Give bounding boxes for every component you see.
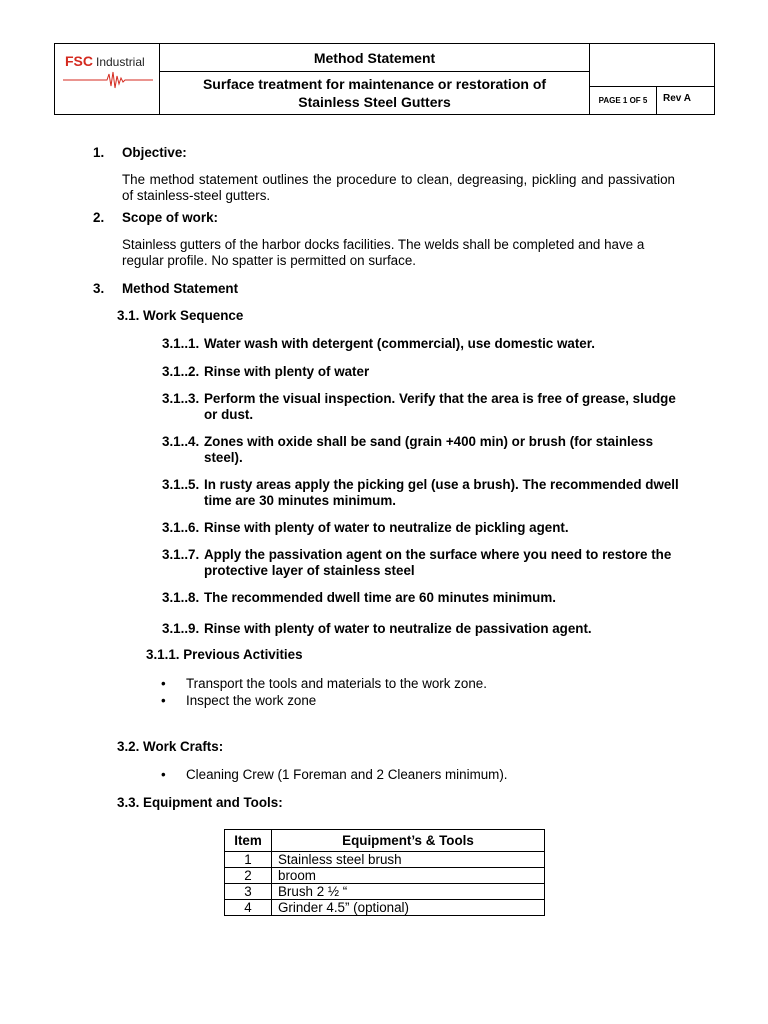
step-text: Zones with oxide shall be sand (grain +400 min) or brush (for stainless steel). xyxy=(204,434,654,465)
step-number: 3.1..8. xyxy=(162,590,200,605)
bullet-icon: • xyxy=(161,767,166,782)
objective-text: The method statement outlines the procedure to clean, degreasing, pickling and passivation of stainless-steel gutters. xyxy=(122,172,675,203)
table-cell-tool: broom xyxy=(272,868,545,884)
logo-cell xyxy=(55,44,160,114)
section-number: 2. xyxy=(93,210,105,225)
step-number: 3.1..1. xyxy=(162,336,200,351)
step-text: Rinse with plenty of water to neutralize de passivation agent. xyxy=(204,621,592,636)
section-title-scope: Scope of work: xyxy=(122,210,218,225)
section-number: 1. xyxy=(93,145,105,160)
table-cell-item: 2 xyxy=(225,868,272,884)
table-cell-tool: Brush 2 ½ “ xyxy=(272,884,545,900)
section-number: 3. xyxy=(93,281,105,296)
table-cell-item: 1 xyxy=(225,852,272,868)
bullet-icon: • xyxy=(161,693,166,708)
revision: Rev A xyxy=(663,93,691,104)
doc-type: Method Statement xyxy=(160,44,590,72)
doc-title xyxy=(160,72,590,114)
document-header xyxy=(54,43,715,115)
step-number: 3.1..3. xyxy=(162,391,200,406)
step-text: In rusty areas apply the picking gel (use a brush). The recommended dwell time are 30 minutes minimum. xyxy=(204,477,679,508)
step-text: Rinse with plenty of water xyxy=(204,364,370,379)
table-header-row xyxy=(225,830,545,852)
company-logo xyxy=(65,53,145,69)
column-header-item: Item xyxy=(225,830,272,852)
table-row xyxy=(225,852,545,868)
doc-title-line1: Surface treatment for maintenance or restoration of xyxy=(202,76,547,92)
step-text: The recommended dwell time are 60 minutes minimum. xyxy=(204,590,556,605)
logo-brand: FSC xyxy=(65,53,93,69)
table-row xyxy=(225,868,545,884)
table-cell-tool: Stainless steel brush xyxy=(272,852,545,868)
step-number: 3.1..2. xyxy=(162,364,200,379)
blank-cell xyxy=(590,44,714,87)
scope-text: Stainless gutters of the harbor docks facilities. The welds shall be completed and have a regular profile. No spatter is permitted on surface. xyxy=(122,237,645,268)
step-text: Water wash with detergent (commercial), use domestic water. xyxy=(204,336,595,351)
logo-wave-graphic xyxy=(63,70,153,90)
logo-suffix: Industrial xyxy=(96,55,145,69)
step-number: 3.1..5. xyxy=(162,477,200,492)
list-item: Cleaning Crew (1 Foreman and 2 Cleaners minimum). xyxy=(186,767,508,782)
section-title-method: Method Statement xyxy=(122,281,239,296)
table-row xyxy=(225,900,545,916)
subsection-title-work-sequence: 3.1. Work Sequence xyxy=(117,308,244,323)
bullet-icon: • xyxy=(161,676,166,691)
step-text: Rinse with plenty of water to neutralize de pickling agent. xyxy=(204,520,569,535)
table-cell-tool: Grinder 4.5” (optional) xyxy=(272,900,545,916)
step-number: 3.1..7. xyxy=(162,547,200,562)
subsection-title-previous-activities: 3.1.1. Previous Activities xyxy=(146,647,303,662)
step-number: 3.1..6. xyxy=(162,520,200,535)
section-title-objective: Objective: xyxy=(122,145,187,160)
table-row xyxy=(225,884,545,900)
page-number: PAGE 1 OF 5 xyxy=(590,87,657,114)
tools-table xyxy=(224,829,545,916)
list-item: Inspect the work zone xyxy=(186,693,317,708)
subsection-title-work-crafts: 3.2. Work Crafts: xyxy=(117,739,224,754)
step-text: Apply the passivation agent on the surface where you need to restore the protective layer of stainless steel xyxy=(204,547,672,578)
table-cell-item: 3 xyxy=(225,884,272,900)
doc-title-line2: Stainless Steel Gutters xyxy=(298,94,451,110)
step-number: 3.1..9. xyxy=(162,621,200,636)
step-text: Perform the visual inspection. Verify that the area is free of grease, sludge or dust. xyxy=(204,391,676,422)
list-item: Transport the tools and materials to the work zone. xyxy=(186,676,487,691)
table-cell-item: 4 xyxy=(225,900,272,916)
subsection-title-equipment: 3.3. Equipment and Tools: xyxy=(117,795,283,810)
column-header-tools: Equipment’s & Tools xyxy=(272,830,545,852)
step-number: 3.1..4. xyxy=(162,434,200,449)
